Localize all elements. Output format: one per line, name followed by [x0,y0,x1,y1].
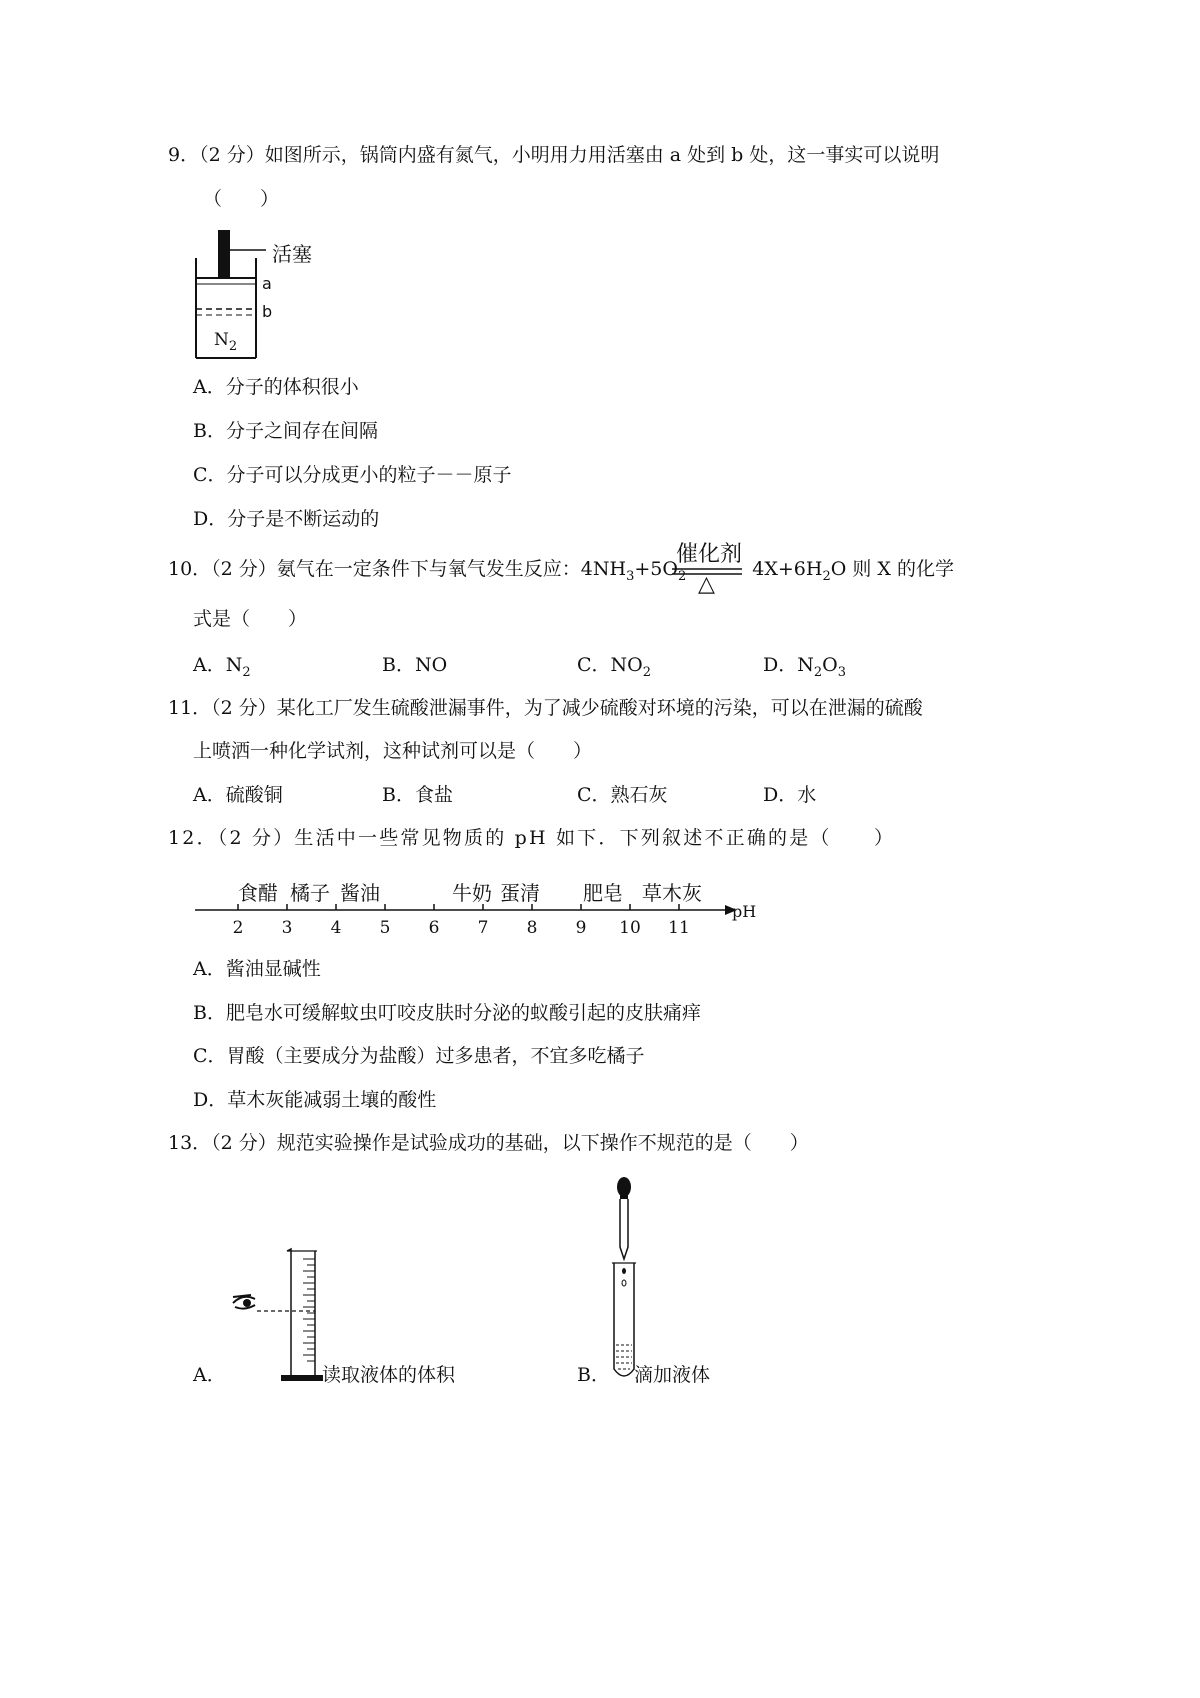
ph-substance: 橘子 [290,881,330,905]
q11-option-a: A．硫酸铜 [193,784,283,806]
q10-option-a: A．$N_2$ [193,654,251,680]
q13-stem: 13．（2 分）规范实验操作是试验成功的基础，以下操作不规范的是（ ） [168,1132,809,1154]
ph-substance: 蛋清 [500,881,540,905]
q11-line2: 上喷洒一种化学试剂，这种试剂可以是（ ） [193,740,593,762]
q11-option-c: C．熟石灰 [577,784,668,806]
q12-option-a: A．酱油显碱性 [193,958,321,980]
q13-option-b-text: 滴加液体 [634,1364,711,1386]
q9-option-a: A．分子的体积很小 [193,376,359,398]
q9-option-c: C．分子可以分成更小的粒子－－原子 [193,464,512,486]
q10-option-b: B．NO [382,654,448,676]
heat-symbol: △ [698,572,715,597]
q11-option-d: D．水 [763,784,817,806]
q9-option-b: B．分子之间存在间隔 [193,420,378,442]
catalyst-label: 催化剂 [676,542,743,567]
mark-b: b [262,302,273,321]
dropper-test-tube-figure [605,1175,645,1390]
ph-substance: 肥皂 [583,881,623,905]
q12-option-c: C．胃酸（主要成分为盐酸）过多患者，不宜多吃橘子 [193,1045,645,1067]
ph-substance: 酱油 [340,881,380,905]
q13-option-b-label: B． [577,1364,610,1386]
ph-tick-label: 3 [281,918,293,938]
graduated-cylinder-figure [225,1245,325,1390]
q11-line1: 11．（2 分）某化工厂发生硫酸泄漏事件，为了减少硫酸对环境的污染，可以在泄漏的硫酸 [168,697,923,719]
ph-substance: 草木灰 [642,881,702,905]
ph-tick-label: 10 [619,918,641,938]
ph-tick-label: 6 [428,918,440,938]
q10-option-c: C．$NO_2$ [577,654,652,680]
ph-substance: 食醋 [238,881,278,905]
ph-axis-label: pH [732,902,757,921]
q10-option-d: D．$N_2O_3$ [763,654,846,680]
q9-option-d: D．分子是不断运动的 [193,508,380,530]
q10-stem: 10．（2 分）氨气在一定条件下与氧气发生反应：$4NH_3+5O_2$ $4X+6H_2O$ 则 X 的化学 [168,558,954,584]
q12-stem: 12．（2 分）生活中一些常见物质的 pH 如下．下列叙述不正确的是（ ） [168,827,896,849]
ph-tick-label: 4 [330,918,342,938]
q12-option-b: B．肥皂水可缓解蚊虫叮咬皮肤时分泌的蚁酸引起的皮肤痛痒 [193,1002,701,1024]
q9-blank: （ ） [203,188,280,210]
q11-option-b: B．食盐 [382,784,453,806]
ph-tick-label: 5 [379,918,391,938]
ph-tick-label: 2 [232,918,244,938]
q12-option-d: D．草木灰能减弱土壤的酸性 [193,1089,437,1111]
ph-tick-label: 8 [526,918,538,938]
piston-label: 活塞 [272,242,312,266]
q9-stem: 9．（2 分）如图所示，锅筒内盛有氮气，小明用力用活塞由 a 处到 b 处，这一事实可以说明 [168,144,940,166]
ph-tick-label: 11 [668,918,690,938]
q13-option-a-label: A． [193,1364,226,1386]
gas-label: $N_2$ [214,330,238,354]
ph-tick-label: 7 [477,918,489,938]
mark-a: a [262,274,272,293]
ph-tick-label: 9 [575,918,587,938]
ph-substance: 牛奶 [452,881,492,905]
q10-line2: 式是（ ） [193,608,308,630]
q13-option-a-text: 读取液体的体积 [322,1364,456,1386]
